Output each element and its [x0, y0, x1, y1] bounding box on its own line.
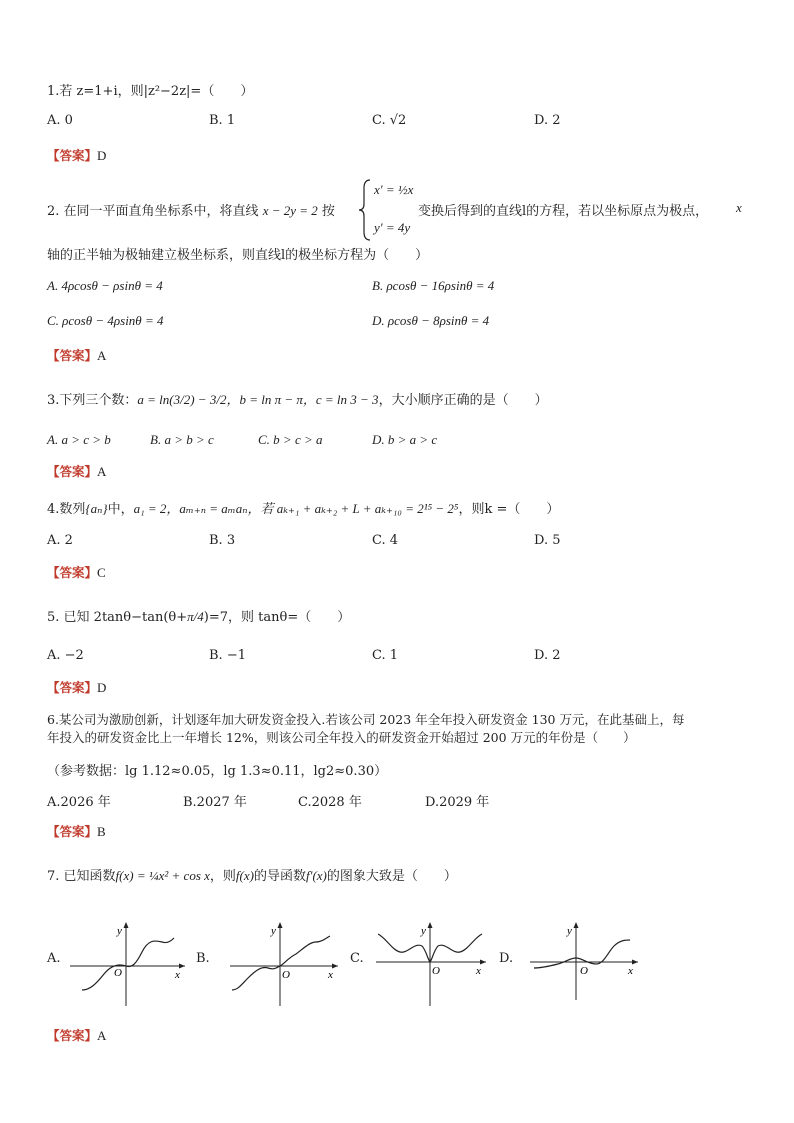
answer-value: D — [97, 148, 107, 163]
origin-label: O — [580, 965, 588, 977]
q5-fraction: π/4 — [187, 609, 204, 624]
answer-value: B — [97, 824, 106, 839]
q7-graph-c — [372, 918, 494, 1008]
q3-stem-a: 3.下列三个数： — [47, 393, 138, 408]
answer-label: 【答案】 — [47, 824, 98, 839]
q7-graph-d — [526, 918, 644, 1008]
q3-option-b: B. a > b > c — [150, 432, 214, 447]
origin-label: O — [282, 969, 290, 981]
q7-function: f(x) = ¼x² + cos x — [115, 868, 210, 883]
axis-y-label: y — [421, 925, 426, 937]
axis-x-label: x — [175, 969, 180, 981]
q1-answer — [47, 146, 106, 164]
axis-x-label: x — [328, 969, 333, 981]
answer-value: D — [97, 680, 107, 695]
q4-option-c: C. 4 — [372, 533, 399, 548]
answer-label: 【答案】 — [47, 464, 98, 479]
q5-option-b: B. −1 — [209, 648, 246, 663]
q5-option-c: C. 1 — [372, 648, 399, 663]
q1-stem: 1.若 z=1+i，则|z²−2z|=（ ） — [47, 84, 254, 99]
answer-label: 【答案】 — [47, 680, 98, 695]
q5-option-d: D. 2 — [534, 648, 561, 663]
q3-option-c: C. b > c > a — [258, 432, 323, 447]
q7-stem-b: ，则 — [209, 869, 236, 884]
q4-condition: a₁ = 2，aₘ₊ₙ = aₘaₙ，若 aₖ₊₁ + aₖ₊₂ + L + aₖ₊₁₀ = 2¹⁵ − 2⁵ — [133, 501, 459, 516]
q6-answer — [47, 822, 106, 840]
q4-stem-c: ，则k =（ ） — [458, 502, 560, 517]
answer-label: 【答案】 — [47, 148, 98, 163]
q2-line-equation: x − 2y = 2 — [262, 203, 318, 218]
q6-option-b: B.2027 年 — [183, 795, 247, 810]
q3-stem — [47, 389, 548, 408]
curve — [534, 940, 630, 968]
q2-stem-x: x — [736, 200, 742, 215]
q7-graph-label-a: A. — [47, 951, 61, 966]
q2-transform-top: x′ = ½x — [374, 182, 414, 197]
answer-value: C — [97, 565, 106, 580]
q6-stem-line1: 6.某公司为激励创新，计划逐年加大研发资金投入.若该公司 2023 年全年投入研发资金 130 万元，在此基础上，每 — [47, 712, 685, 727]
q3-option-d: D. b > a > c — [372, 432, 438, 447]
q6-option-c: C.2028 年 — [298, 795, 362, 810]
q5-answer — [47, 678, 106, 696]
q5-stem-a: 5. 已知 2tanθ−tan(θ+ — [47, 610, 188, 625]
q2-option-c: C. ρcosθ − 4ρsinθ = 4 — [47, 313, 164, 328]
axis-x-label: x — [476, 965, 481, 977]
q5-stem-b: )=7，则 tanθ=（ ） — [203, 610, 351, 625]
q4-stem-b: 中， — [107, 502, 134, 517]
q7-stem-d: 的图象大致是（ ） — [326, 869, 457, 884]
q2-stem-a: 2. 在同一平面直角坐标系中，将直线 — [47, 204, 259, 219]
q2-option-d: D. ρcosθ − 8ρsinθ = 4 — [372, 313, 490, 328]
answer-value: A — [97, 348, 107, 363]
q6-stem-line2: 年投入的研发资金比上一年增长 12%，则该公司全年投入的研发资金开始超过 200 万元的年份是（ ） — [47, 730, 636, 745]
q7-answer — [47, 1026, 106, 1044]
q6-option-a: A.2026 年 — [47, 795, 111, 810]
origin-label: O — [432, 965, 440, 977]
answer-label: 【答案】 — [47, 1028, 98, 1043]
q4-sequence: {aₙ} — [85, 501, 108, 516]
answer-value: A — [97, 464, 107, 479]
q1-option-a: A. 0 — [47, 113, 73, 128]
axis-y-label: y — [567, 925, 572, 937]
q5-option-a: A. −2 — [47, 648, 84, 663]
q2-stem-line1 — [47, 200, 335, 219]
q2-option-b: B. ρcosθ − 16ρsinθ = 4 — [372, 278, 495, 293]
q7-stem-c: 的导函数 — [253, 869, 306, 884]
q4-option-a: A. 2 — [47, 533, 73, 548]
q3-answer — [47, 462, 106, 480]
answer-label: 【答案】 — [47, 348, 98, 363]
origin-label: O — [114, 967, 122, 979]
q7-graph-label-c: C. — [350, 951, 364, 966]
q7-graph-label-b: B. — [196, 951, 210, 966]
q7-fx: f(x) — [235, 868, 254, 883]
q4-option-b: B. 3 — [209, 533, 236, 548]
q3-expr-b: ，b = ln π − π，c = ln 3 − 3 — [226, 392, 379, 407]
q4-stem-a: 4.数列 — [47, 502, 86, 517]
axis-x-label: x — [628, 965, 633, 977]
q7-stem-a: 7. 已知函数 — [47, 869, 116, 884]
left-brace-icon — [358, 178, 372, 242]
q6-reference: （参考数据：lg 1.12≈0.05，lg 1.3≈0.11，lg2≈0.30） — [47, 764, 388, 779]
q7-graph-b — [226, 918, 346, 1008]
axis-y-label: y — [271, 925, 276, 937]
axis-y-label: y — [117, 925, 122, 937]
q2-stem-b: 按 — [321, 204, 335, 219]
q1-option-c: C. √2 — [372, 113, 407, 128]
q6-option-d: D.2029 年 — [425, 795, 490, 810]
q4-stem — [47, 498, 559, 517]
q1-option-b: B. 1 — [209, 113, 236, 128]
curve — [82, 938, 174, 990]
answer-value: A — [97, 1028, 107, 1043]
q4-option-d: D. 5 — [534, 533, 561, 548]
q7-fpx: f′(x) — [305, 868, 327, 883]
q2-stem-d: 轴的正半轴为极轴建立极坐标系，则直线l的极坐标方程为（ ） — [47, 248, 429, 263]
q7-graph-a — [70, 918, 190, 1008]
curve — [232, 936, 330, 990]
answer-label: 【答案】 — [47, 565, 98, 580]
q3-stem-b: ，大小顺序正确的是（ ） — [378, 393, 548, 408]
q3-expr-a: a = ln(3/2) − 3/2 — [137, 392, 227, 407]
q2-answer — [47, 346, 106, 364]
q2-transform-bottom: y′ = 4y — [374, 220, 411, 235]
q3-option-a: A. a > c > b — [47, 432, 111, 447]
q2-stem-c: 变换后得到的直线l的方程，若以坐标原点为极点， — [418, 204, 709, 219]
q2-option-a: A. 4ρcosθ − ρsinθ = 4 — [47, 278, 163, 293]
q7-stem — [47, 865, 457, 884]
q1-option-d: D. 2 — [534, 113, 561, 128]
q4-answer — [47, 563, 106, 581]
q5-stem — [47, 606, 350, 625]
q7-graph-label-d: D. — [499, 951, 514, 966]
